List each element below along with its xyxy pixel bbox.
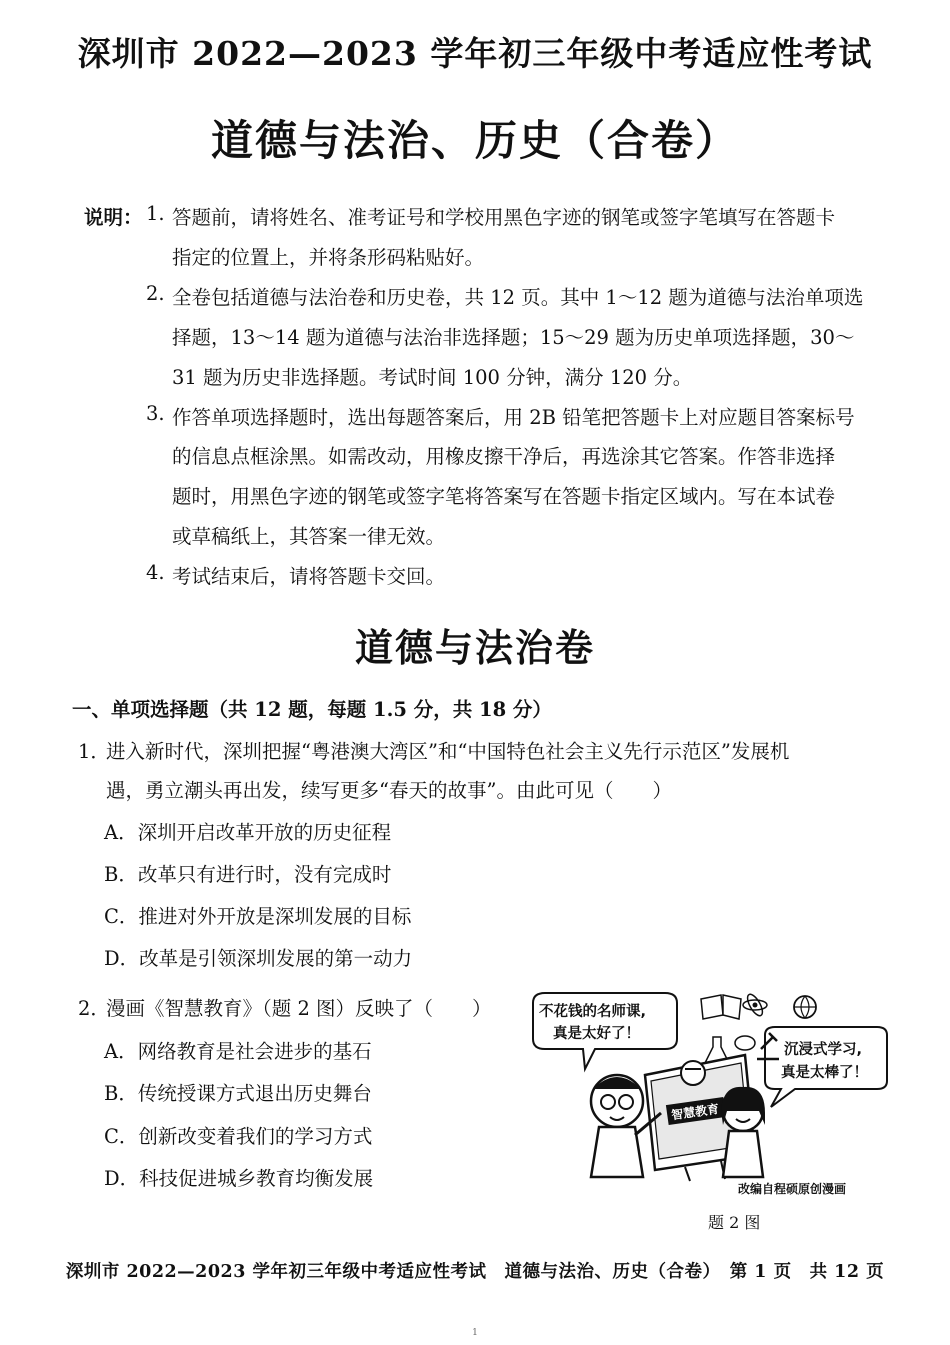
instruction-line: 择题，13～14 题为道德与法治非选择题；15～29 题为历史单项选择题，30～ <box>172 326 855 349</box>
bubble-right-line: 真是太棒了！ <box>781 1065 868 1081</box>
option-a: A．深圳开启改革开放的历史征程 <box>104 821 392 844</box>
instruction-line: 31 题为历史非选择题。考试时间 100 分钟，满分 120 分。 <box>172 366 693 389</box>
option-b: B．传统授课方式退出历史舞台 <box>104 1082 372 1105</box>
instruction-line: 答题前，请将姓名、准考证号和学校用黑色字迹的钢笔或签字笔填写在答题卡 <box>172 206 836 229</box>
paint-palette-icon <box>735 1036 755 1050</box>
question-number: 1． <box>78 740 110 763</box>
option-d: D．科技促进城乡教育均衡发展 <box>104 1167 374 1190</box>
globe-icon <box>794 996 816 1018</box>
book-icon <box>701 995 741 1019</box>
speech-bubble-right <box>765 1027 887 1107</box>
figure-credit: 改编自程硕原创漫画 <box>738 1182 847 1196</box>
instruction-line: 作答单项选择题时，选出每题答案后，用 2B 铅笔把答题卡上对应题目答案标号 <box>172 406 855 429</box>
exam-title: 深圳市 2022—2023 学年初三年级中考适应性考试 <box>77 34 873 73</box>
instruction-line: 题时，用黑色字迹的钢笔或签字笔将答案写在答题卡指定区域内。写在本试卷 <box>172 485 836 508</box>
instruction-line: 全卷包括道德与法治卷和历史卷，共 12 页。其中 1～12 题为道德与法治单项选 <box>172 286 864 309</box>
option-a: A．网络教育是社会进步的基石 <box>104 1040 372 1063</box>
cartoon-figure <box>525 985 895 1185</box>
bubble-right-line: 沉浸式学习, <box>784 1042 863 1058</box>
bubble-left-line: 真是太好了！ <box>553 1026 640 1042</box>
instruction-line: 考试结束后，请将答题卡交回。 <box>172 565 446 588</box>
instruction-number: 3. <box>146 402 165 425</box>
instruction-number: 4. <box>146 561 165 584</box>
teacher-character <box>681 1061 705 1085</box>
page-number: 1 <box>472 1328 478 1338</box>
instruction-number: 2. <box>146 282 165 305</box>
instruction-line: 指定的位置上，并将条形码粘贴好。 <box>172 246 485 269</box>
question-stem: 进入新时代，深圳把握“粤港澳大湾区”和“中国特色社会主义先行示范区”发展机 <box>106 740 790 763</box>
atom-icon <box>743 992 767 1018</box>
option-b: B．改革只有进行时，没有完成时 <box>104 863 392 886</box>
exam-subtitle: 道德与法治、历史（合卷） <box>210 116 739 165</box>
option-c: C．创新改变着我们的学习方式 <box>104 1125 373 1148</box>
section-title: 道德与法治卷 <box>354 625 595 670</box>
option-d: D．改革是引领深圳发展的第一动力 <box>104 947 413 970</box>
page-footer: 深圳市 2022—2023 学年初三年级中考适应性考试 道德与法治、历史（合卷） 第 1 页 共 12 页 <box>65 1262 885 1282</box>
screen-text: 智慧教育 <box>670 1101 720 1123</box>
bubble-left-line: 不花钱的名师课, <box>539 1004 647 1020</box>
question-number: 2． <box>78 997 110 1020</box>
question-stem: 漫画《智慧教育》（题 2 图）反映了（ ） <box>106 997 492 1020</box>
instruction-number: 1. <box>146 202 165 225</box>
instruction-line: 或草稿纸上，其答案一律无效。 <box>172 525 446 548</box>
question-stem: 遇，勇立潮头再出发，续写更多“春天的故事”。由此可见（ ） <box>106 779 672 802</box>
part-heading: 一、单项选择题（共 12 题，每题 1.5 分，共 18 分） <box>72 698 552 721</box>
option-c: C．推进对外开放是深圳发展的目标 <box>104 905 412 928</box>
instruction-line: 的信息点框涂黑。如需改动，用橡皮擦干净后，再选涂其它答案。作答非选择 <box>172 445 836 468</box>
speech-bubble-left <box>533 993 677 1069</box>
figure-label: 题 2 图 <box>708 1213 761 1232</box>
instructions-label: 说明： <box>84 206 143 229</box>
